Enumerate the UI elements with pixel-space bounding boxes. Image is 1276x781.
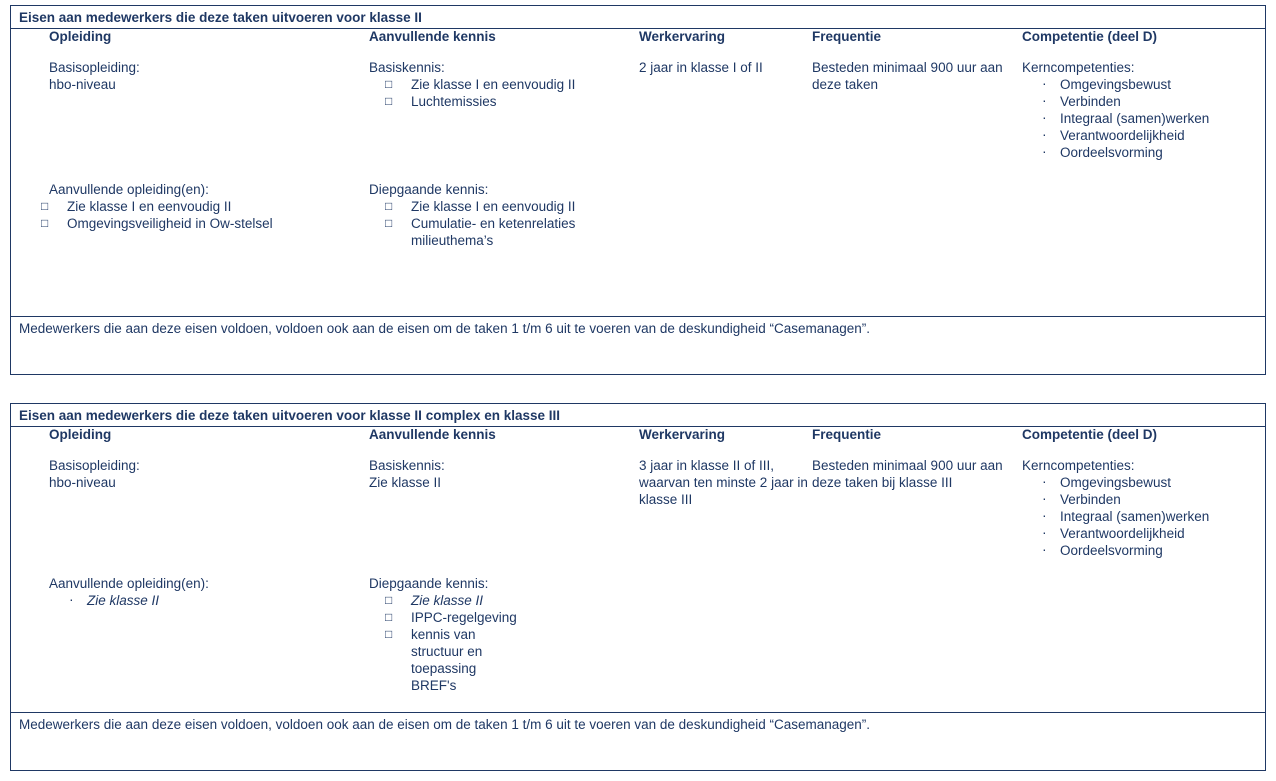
list-item-label: Oordeelsvorming [1060,145,1163,160]
cell-basiskennis [369,59,639,181]
list-item [369,215,639,249]
frequentie-value: Besteden minimaal 900 uur aan deze taken bij klasse III [812,458,1003,490]
list-item [49,592,369,609]
list-item-label: kennis van structuur en toepassing BREF's [411,627,483,693]
row-spacer [11,457,49,575]
column-header-opleiding: Opleiding [49,29,112,44]
square-bullet-icon: □ [41,199,49,213]
cell-diepgaande-kennis [369,575,639,712]
cell-opleiding-basis [49,59,369,181]
list-item-label: Omgevingsveiligheid in Ow-stelsel [67,216,273,231]
list-item [1022,508,1265,525]
block-1-grid [11,29,1265,316]
list-item [25,198,369,215]
list-item [369,609,639,626]
bullet-icon: · [1042,507,1047,523]
square-bullet-icon: □ [385,610,393,624]
cell-basiskennis [369,457,639,575]
werkervaring-value: 3 jaar in klasse II of III, waarvan ten minste 2 jaar in klasse III [639,458,808,507]
opleiding-aanvullend-list [49,592,369,609]
competentie-list [1022,76,1265,161]
column-header-werkervaring: Werkervaring [639,29,726,44]
table-header-row [11,427,1265,457]
header-spacer [11,29,49,59]
opleiding-aanvullend-list [25,198,369,232]
list-item [25,215,369,232]
basiskennis-list [369,76,639,110]
column-header-opleiding: Opleiding [49,427,112,442]
block-1-footer-note: Medewerkers die aan deze eisen voldoen, voldoen ook aan de eisen om de taken 1 t/m 6 uit te voeren van de deskundigheid “Casemanagen”. [11,316,1265,341]
block-1-title: Eisen aan medewerkers die deze taken uitvoeren voor klasse II [11,6,1265,29]
list-item [1022,76,1265,93]
opleiding-basis-label: Basisopleiding: [49,60,140,75]
list-item-label: Zie klasse I en eenvoudig II [67,199,232,214]
table-row [11,457,1265,575]
list-item [1022,93,1265,110]
row-spacer [11,59,49,181]
diepgaande-kennis-list [369,592,639,694]
bullet-icon: · [1042,541,1047,557]
list-item [369,198,639,215]
row-spacer [11,575,49,712]
cell-werkervaring [639,59,812,316]
cell-competentie [1022,457,1265,712]
list-item-label: Verantwoordelijkheid [1060,128,1185,143]
list-item-label: Zie klasse II [411,593,484,608]
column-header-werkervaring: Werkervaring [639,427,726,442]
werkervaring-value: 2 jaar in klasse I of II [639,60,763,75]
list-item [1022,542,1265,559]
diepgaande-kennis-label: Diepgaande kennis: [369,576,489,591]
diepgaande-kennis-label: Diepgaande kennis: [369,182,489,197]
cell-frequentie [812,457,1022,712]
opleiding-basis-label: Basisopleiding: [49,458,140,473]
list-item [369,93,639,110]
list-item [1022,491,1265,508]
requirements-table-klasse-ii-complex-iii [10,403,1266,771]
column-header-aanvullende-kennis: Aanvullende kennis [369,427,496,442]
bullet-icon: · [1042,75,1047,91]
cell-diepgaande-kennis [369,181,639,316]
list-item-label: Integraal (samen)werken [1060,111,1210,126]
square-bullet-icon: □ [385,77,393,91]
list-item [369,626,521,694]
competentie-label: Kerncompetenties: [1022,60,1135,75]
list-item-label: Oordeelsvorming [1060,543,1163,558]
list-item-label: Cumulatie- en ketenrelaties milieuthema’s [411,216,576,248]
cell-opleiding-aanvullend [49,575,369,712]
square-bullet-icon: □ [385,94,393,108]
frequentie-value: Besteden minimaal 900 uur aan deze taken [812,60,1003,92]
list-item-label: Omgevingsbewust [1060,475,1172,490]
basiskennis-label: Basiskennis: [369,60,445,75]
bullet-icon: · [1042,473,1047,489]
column-header-frequentie: Frequentie [812,427,882,442]
list-item-label: Omgevingsbewust [1060,77,1172,92]
bullet-icon: · [1042,109,1047,125]
column-header-aanvullende-kennis: Aanvullende kennis [369,29,496,44]
opleiding-aanvullend-label: Aanvullende opleiding(en): [49,576,209,591]
square-bullet-icon: □ [41,216,49,230]
list-item [1022,474,1265,491]
opleiding-basis-value: hbo-niveau [49,475,116,490]
opleiding-basis-value: hbo-niveau [49,77,116,92]
header-spacer [11,427,49,457]
block-2-footer-note: Medewerkers die aan deze eisen voldoen, voldoen ook aan de eisen om de taken 1 t/m 6 uit te voeren van de deskundigheid “Casemanagen”. [11,712,1265,737]
square-bullet-icon: □ [385,216,393,230]
list-item-label: Zie klasse II [87,593,160,608]
list-item [1022,127,1265,144]
diepgaande-kennis-list [369,198,639,249]
cell-opleiding-basis [49,457,369,575]
list-item [1022,144,1265,161]
column-header-competentie: Competentie (deel D) [1022,427,1158,442]
competentie-label: Kerncompetenties: [1022,458,1135,473]
bullet-icon: · [1042,143,1047,159]
bullet-icon: · [1042,524,1047,540]
bullet-icon: · [1042,490,1047,506]
list-item-label: Zie klasse I en eenvoudig II [411,77,576,92]
basiskennis-label: Basiskennis: [369,458,445,473]
cell-werkervaring [639,457,812,712]
list-item-label: Verbinden [1060,94,1121,109]
cell-competentie [1022,59,1265,316]
cell-opleiding-aanvullend [41,181,369,316]
list-item-label: Luchtemissies [411,94,497,109]
list-item [369,76,639,93]
bullet-icon: · [69,591,74,607]
list-item-label: Verbinden [1060,492,1121,507]
column-header-frequentie: Frequentie [812,29,882,44]
list-item-label: Zie klasse I en eenvoudig II [411,199,576,214]
column-header-competentie: Competentie (deel D) [1022,29,1158,44]
list-item-label: Integraal (samen)werken [1060,509,1210,524]
square-bullet-icon: □ [385,627,393,641]
bullet-icon: · [1042,92,1047,108]
block-2-grid [11,427,1265,712]
list-item [1022,525,1265,542]
requirements-table-klasse-ii [10,5,1266,375]
list-item [1022,110,1265,127]
competentie-list [1022,474,1265,559]
square-bullet-icon: □ [385,199,393,213]
cell-frequentie [812,59,1022,316]
list-item-label: IPPC-regelgeving [411,610,517,625]
table-row [11,59,1265,181]
square-bullet-icon: □ [385,593,393,607]
block-2-title: Eisen aan medewerkers die deze taken uitvoeren voor klasse II complex en klasse III [11,404,1265,427]
opleiding-aanvullend-label: Aanvullende opleiding(en): [49,182,209,197]
basiskennis-value: Zie klasse II [369,475,442,490]
list-item-label: Verantwoordelijkheid [1060,526,1185,541]
table-header-row [11,29,1265,59]
bullet-icon: · [1042,126,1047,142]
list-item [369,592,639,609]
